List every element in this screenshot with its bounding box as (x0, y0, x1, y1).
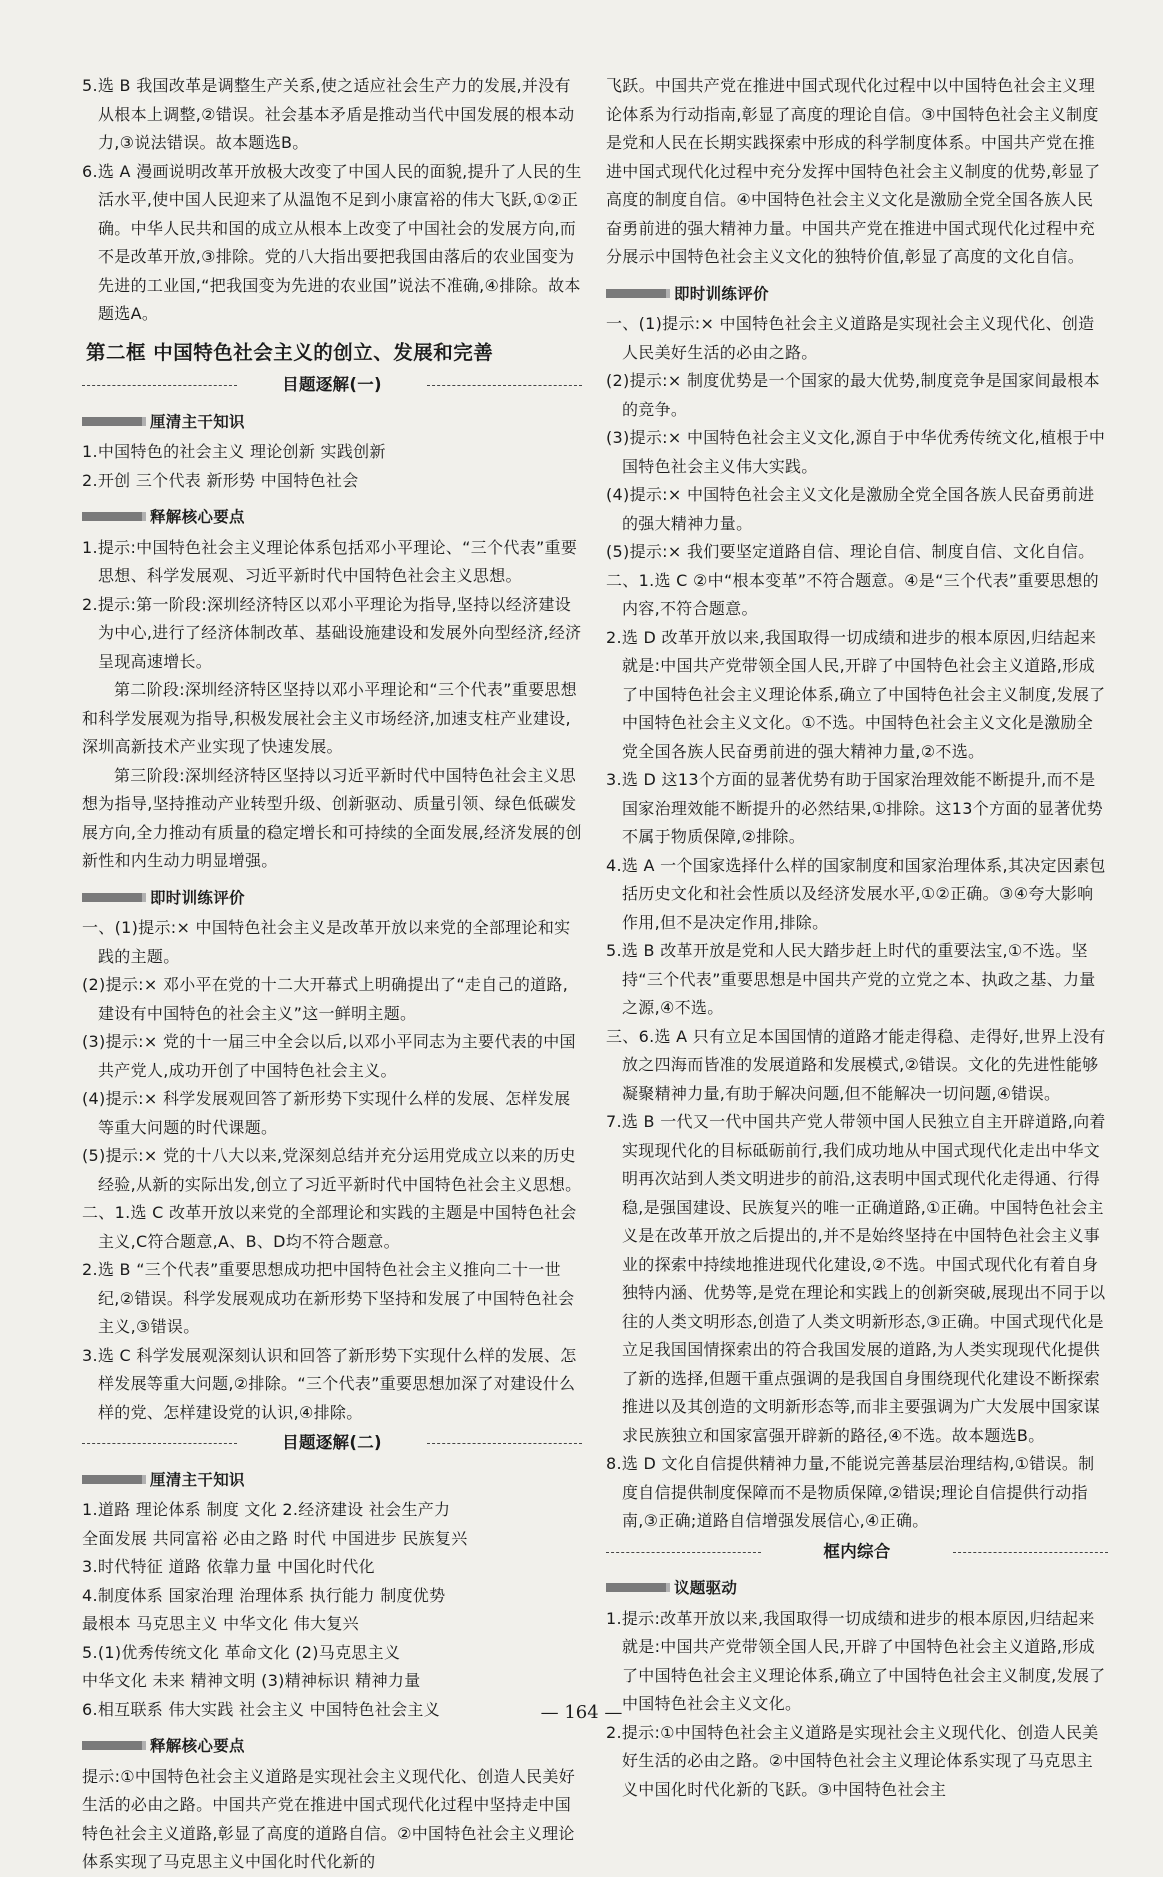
key-point-paragraph: 提示:①中国特色社会主义道路是实现社会主义现代化、创造人民美好生活的必由之路。中国共产党在推进中国式现代化过程中坚持走中国特色社会主义道路,彰显了高度的道路自信。②中国特色社会主义理论体系实现了马克思主义中国化时代化新的 (82, 1766, 576, 1871)
subheading-2: 目题逐解(二) (82, 1429, 582, 1458)
practice-item: (2)提示:× 制度优势是一个国家的最大优势,制度竞争是国家间最根本的竞争。 (606, 371, 1100, 419)
practice-item: 二、1.选 C 改革开放以来党的全部理论和实践的主题是中国特色社会主义,C符合题意,A、B、D均不符合题意。 (82, 1203, 577, 1251)
practice-item: (4)提示:× 科学发展观回答了新形势下实现什么样的发展、怎样发展等重大问题的时代课题。 (82, 1089, 571, 1137)
knowledge-line: 3.时代特征 道路 依靠力量 中国化时代化 (82, 1557, 375, 1576)
keyword-heading-practice-2: 即时训练评价 (606, 280, 1108, 309)
key-point: 1.提示:中国特色社会主义理论体系包括邓小平理论、“三个代表”重要思想、科学发展观、习近平新时代中国特色社会主义思想。 (82, 537, 578, 585)
key-point: 2.提示:第一阶段:深圳经济特区以邓小平理论为指导,坚持以经济建设为中心,进行了经济体制改革、基础设施建设和发展外向型经济,经济呈现高速增长。 (82, 594, 582, 671)
keyword-heading-knowledge-2: 厘清主干知识 (82, 1466, 582, 1495)
practice-item: (2)提示:× 邓小平在党的十二大开幕式上明确提出了“走自己的道路,建设有中国特色的社会主义”这一鲜明主题。 (82, 975, 569, 1023)
practice-item: 一、(1)提示:× 中国特色社会主义道路是实现社会主义现代化、创造人民美好生活的必由之路。 (606, 314, 1095, 362)
practice-item: 7.选 B 一代又一代中国共产党人带领中国人民独立自主开辟道路,向着实现现代化的目标砥砺前行,我们成功地从中国式现代化走出中华文明再次站到人类文明进步的前沿,这表明中国式现代化走得通、行得稳,是强国建设、民族复兴的唯一正确道路,①正确。中国特色社会主义是在改革开放之后提出的,并不是始终坚持在中国特色社会主义事业的探索中持续地推进现代化建设,②不选。中国式现代化有着自身独特内涵、优势等,是党在理论和实践上的创新突破,展现出不同于以往的人类文明形态,创造了人类文明新形态,③正确。中国式现代化是立足我国国情探索出的符合我国发展的道路,为人类实现现代化提供了新的选择,但题干重点强调的是我国自身围绕现代化建设不断探索推进以及其创造的文明新形态等,而非主要强调为广大发展中国家谋求民族独立和国家富强开辟新的路径,④不选。故本题选B。 (606, 1112, 1106, 1445)
knowledge-line: 中华文化 未来 精神文明 (3)精神标识 精神力量 (82, 1671, 421, 1690)
left-column (82, 72, 582, 1877)
practice-item: 4.选 A 一个国家选择什么样的国家制度和国家治理体系,其决定因素包括历史文化和社会性质以及经济发展水平,①②正确。③④夸大影响作用,但不是决定作用,排除。 (606, 855, 1106, 932)
page-number: — 164 — (540, 1702, 623, 1723)
answer-5: 5.选 B 我国改革是调整生产关系,使之适应社会生产力的发展,并没有从根本上调整,②错误。社会基本矛盾是推动当代中国发展的根本动力,③说法错误。故本题选B。 (82, 76, 575, 152)
practice-item: (3)提示:× 中国特色社会主义文化,源自于中华优秀传统文化,植根于中国特色社会主义伟大实践。 (606, 428, 1106, 476)
practice-item: 3.选 D 这13个方面的显著优势有助于国家治理效能不断提升,而不是国家治理效能不断提升的必然结果,①排除。这13个方面的显著优势不属于物质保障,②排除。 (606, 770, 1104, 846)
practice-item: 5.选 B 改革开放是党和人民大踏步赶上时代的重要法宝,①不选。坚持“三个代表”重要思想是中国共产党的立党之本、执政之基、力量之源,④不选。 (606, 941, 1096, 1017)
subheading-section2: 框内综合 (606, 1538, 1108, 1567)
keyword-heading-topic: 议题驱动 (606, 1574, 1108, 1603)
subheading-1: 目题逐解(一) (82, 371, 582, 400)
continued-paragraph: 飞跃。中国共产党在推进中国式现代化过程中以中国特色社会主义理论体系为行动指南,彰显了高度的理论自信。③中国特色社会主义制度是党和人民在长期实践探索中形成的科学制度体系。中国共产党在推进中国式现代化过程中充分发挥中国特色社会主义制度的优势,彰显了高度的制度自信。④中国特色社会主义文化是激励全党全国各族人民奋勇前进的强大精神力量。中国共产党在推进中国式现代化过程中充分展示中国特色社会主义文化的独特价值,彰显了高度的文化自信。 (606, 76, 1101, 266)
keyword-heading-knowledge: 厘清主干知识 (82, 408, 582, 437)
knowledge-line: 全面发展 共同富裕 必由之路 时代 中国进步 民族复兴 (82, 1528, 468, 1548)
practice-item: 二、1.选 C ②中“根本变革”不符合题意。④是“三个代表”重要思想的内容,不符合题意。 (606, 570, 1099, 618)
practice-item: 2.选 B “三个代表”重要思想成功把中国特色社会主义推向二十一世纪,②错误。科学发展观成功在新形势下坚持和发展了中国特色社会主义,③错误。 (82, 1260, 575, 1336)
keyword-heading-key-points-2: 释解核心要点 (82, 1732, 582, 1761)
practice-item: (5)提示:× 党的十八大以来,党深刻总结并充分运用党成立以来的历史经验,从新的实际出发,创立了习近平新时代中国特色社会主义思想。 (82, 1146, 582, 1194)
right-column (606, 72, 1108, 1804)
knowledge-line: 1.中国特色的社会主义 理论创新 实践创新 (82, 442, 386, 461)
knowledge-line: 4.制度体系 国家治理 治理体系 执行能力 制度优势 (82, 1585, 446, 1605)
topic-item: 2.提示:①中国特色社会主义道路是实现社会主义现代化、创造人民美好生活的必由之路。②中国特色社会主义理论体系实现了马克思主义中国化时代化新的飞跃。③中国特色社会主 (606, 1722, 1099, 1799)
practice-item: (5)提示:× 我们要坚定道路自信、理论自信、制度自信、文化自信。 (606, 542, 1095, 561)
keyword-heading-practice: 即时训练评价 (82, 884, 582, 913)
knowledge-line: 6.相互联系 伟大实践 社会主义 中国特色社会主义 (82, 1699, 441, 1719)
knowledge-line: 1.道路 理论体系 制度 文化 2.经济建设 社会生产力 (82, 1500, 451, 1519)
key-point-paragraph: 第二阶段:深圳经济特区坚持以邓小平理论和“三个代表”重要思想和科学发展观为指导,积极发展社会主义市场经济,加速支柱产业建设,深圳高新技术产业实现了快速发展。 (82, 680, 577, 756)
practice-item: 2.选 D 改革开放以来,我国取得一切成绩和进步的根本原因,归结起来就是:中国共产党带领全国人民,开辟了中国特色社会主义道路,形成了中国特色社会主义理论体系,确立了中国特色社会主义制度,发展了中国特色社会主义文化。①不选。中国特色社会主义文化是激励全党全国各族人民奋勇前进的强大精神力量,②不选。 (606, 627, 1106, 761)
practice-item: 8.选 D 文化自信提供精神力量,不能说完善基层治理结构,①错误。制度自信提供制度保障而不是物质保障,②错误;理论自信提供行动指南,③正确;道路自信增强发展信心,④正确。 (606, 1454, 1095, 1530)
practice-item: 三、6.选 A 只有立足本国国情的道路才能走得稳、走得好,世界上没有放之四海而皆准的发展道路和发展模式,②错误。文化的先进性能够凝聚精神力量,有助于解决问题,但不能解决一切问题,④错误。 (606, 1026, 1106, 1103)
key-point-paragraph: 第三阶段:深圳经济特区坚持以习近平新时代中国特色社会主义思想为指导,坚持推动产业转型升级、创新驱动、质量引领、绿色低碳发展方向,全力推动有质量的稳定增长和可持续的全面发展,经济发展的创新性和内生动力明显增强。 (82, 765, 582, 870)
practice-item: (3)提示:× 党的十一届三中全会以后,以邓小平同志为主要代表的中国共产党人,成功开创了中国特色社会主义。 (82, 1032, 576, 1080)
knowledge-line: 最根本 马克思主义 中华文化 伟大复兴 (82, 1614, 359, 1633)
answer-6: 6.选 A 漫画说明改革开放极大改变了中国人民的面貌,提升了人民的生活水平,使中国人民迎来了从温饱不足到小康富裕的伟大飞跃,①②正确。中华人民共和国的成立从根本上改变了中国社会的发展方向,而不是改革开放,③排除。党的八大指出要把我国由落后的农业国变为先进的工业国,“把我国变为先进的农业国”说法不准确,④排除。故本题选A。 (82, 161, 582, 323)
keyword-heading-key-points: 释解核心要点 (82, 503, 582, 532)
practice-item: (4)提示:× 中国特色社会主义文化是激励全党全国各族人民奋勇前进的强大精神力量。 (606, 485, 1095, 533)
practice-item: 3.选 C 科学发展观深刻认识和回答了新形势下实现什么样的发展、怎样发展等重大问题,②排除。“三个代表”重要思想加深了对建设什么样的党、怎样建设党的认识,④排除。 (82, 1345, 577, 1422)
section-title: 第二框 中国特色社会主义的创立、发展和完善 (86, 340, 494, 364)
practice-item: 一、(1)提示:× 中国特色社会主义是改革开放以来党的全部理论和实践的主题。 (82, 918, 571, 966)
knowledge-line: 2.开创 三个代表 新形势 中国特色社会 (82, 470, 359, 490)
topic-item: 1.提示:改革开放以来,我国取得一切成绩和进步的根本原因,归结起来就是:中国共产党带领全国人民,开辟了中国特色社会主义道路,形成了中国特色社会主义理论体系,确立了中国特色社会主义制度,发展了中国特色社会主义文化。 (606, 1608, 1106, 1713)
knowledge-line: 5.(1)优秀传统文化 革命文化 (2)马克思主义 (82, 1642, 401, 1662)
